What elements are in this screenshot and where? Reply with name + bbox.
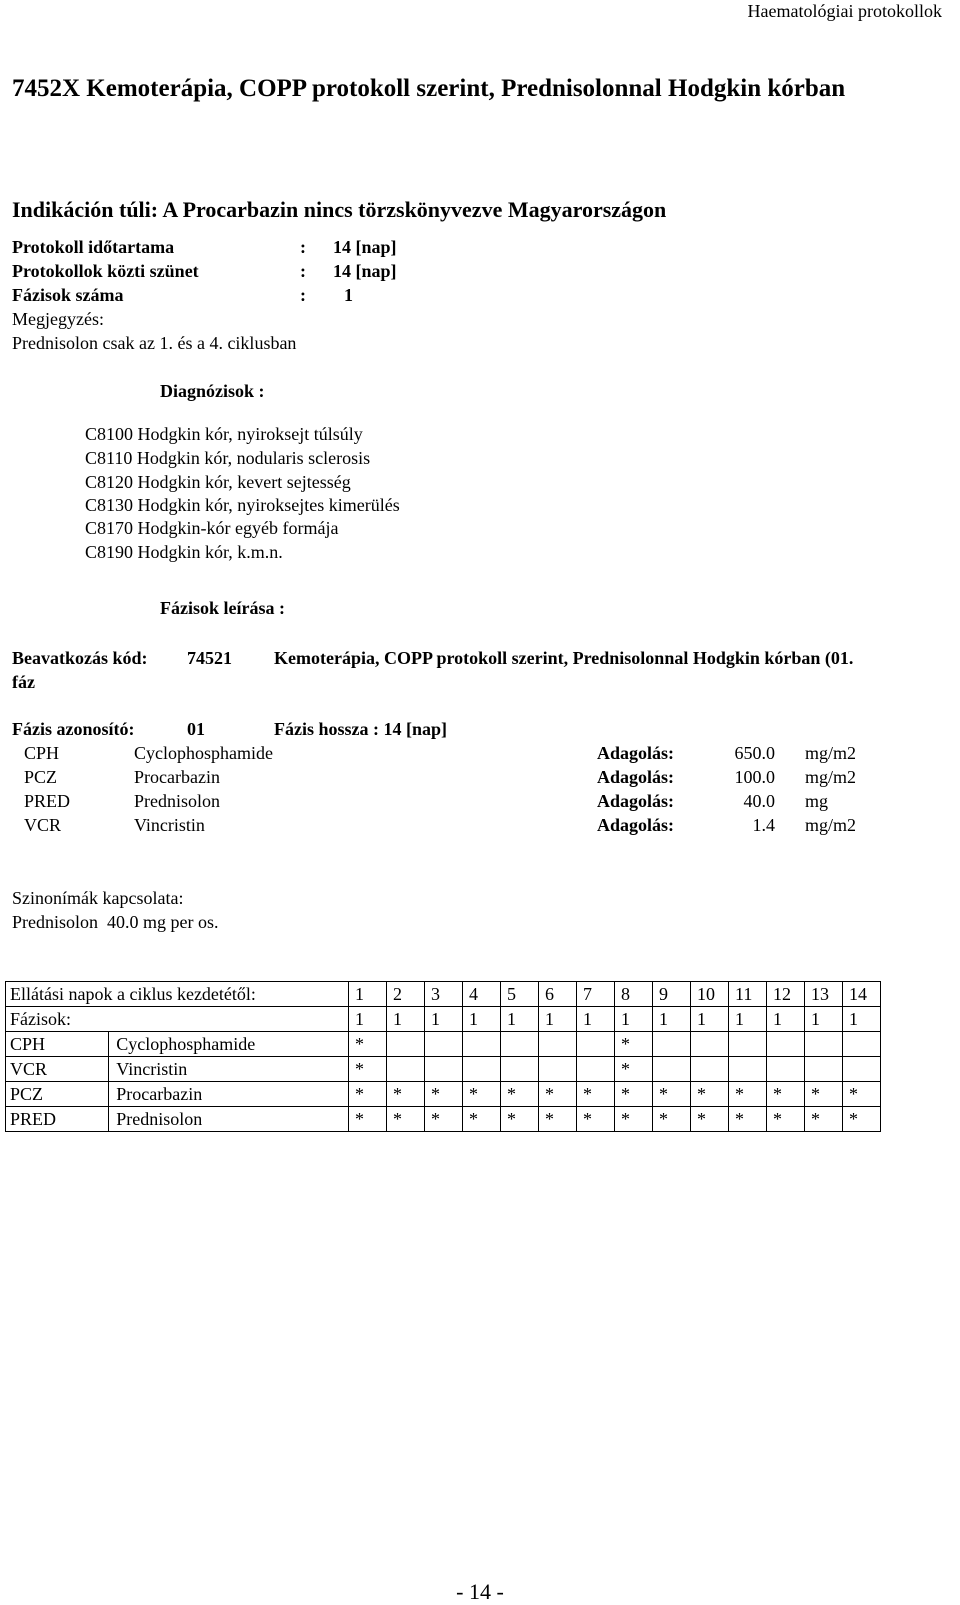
diagnosis-item: C8120 Hodgkin kór, kevert sejtesség bbox=[85, 472, 351, 492]
schedule-phase-cell: 1 bbox=[577, 1007, 615, 1032]
diagnosis-item: C8170 Hodgkin-kór egyéb formája bbox=[85, 518, 339, 538]
page-number: - 14 - bbox=[456, 1579, 504, 1604]
schedule-mark-cell: * bbox=[577, 1082, 615, 1107]
schedule-phase-cell: 1 bbox=[691, 1007, 729, 1032]
drug-unit: mg/m2 bbox=[805, 743, 857, 763]
schedule-mark-cell: * bbox=[539, 1082, 577, 1107]
meta-sep-pause: : bbox=[300, 261, 306, 281]
meta-sep-duration: : bbox=[300, 237, 306, 257]
schedule-day-cell: 6 bbox=[539, 982, 577, 1007]
schedule-mark-cell: * bbox=[805, 1107, 843, 1132]
schedule-day-cell: 4 bbox=[463, 982, 501, 1007]
schedule-mark-cell bbox=[843, 1032, 881, 1057]
drug-unit: mg/m2 bbox=[805, 815, 857, 835]
schedule-drug-name: Vincristin bbox=[109, 1057, 349, 1082]
schedule-mark-cell: * bbox=[691, 1082, 729, 1107]
schedule-drug-code: VCR bbox=[6, 1057, 109, 1082]
schedule-mark-cell bbox=[501, 1057, 539, 1082]
schedule-phase-cell: 1 bbox=[463, 1007, 501, 1032]
schedule-mark-cell bbox=[653, 1032, 691, 1057]
schedule-drug-row bbox=[6, 1107, 881, 1132]
schedule-day-cell: 5 bbox=[501, 982, 539, 1007]
schedule-day-cell: 1 bbox=[349, 982, 387, 1007]
schedule-mark-cell bbox=[805, 1032, 843, 1057]
schedule-day-cell: 11 bbox=[729, 982, 767, 1007]
phase-id-value: 01 bbox=[187, 719, 205, 739]
schedule-phase-cell: 1 bbox=[653, 1007, 691, 1032]
schedule-mark-cell bbox=[691, 1057, 729, 1082]
schedule-drug-row bbox=[6, 1032, 881, 1057]
schedule-mark-cell: * bbox=[767, 1107, 805, 1132]
schedule-phase-cell: 1 bbox=[729, 1007, 767, 1032]
schedule-mark-cell: * bbox=[539, 1107, 577, 1132]
schedule-day-cell: 13 bbox=[805, 982, 843, 1007]
schedule-mark-cell bbox=[577, 1057, 615, 1082]
schedule-day-cell: 2 bbox=[387, 982, 425, 1007]
schedule-mark-cell bbox=[653, 1057, 691, 1082]
drug-unit: mg/m2 bbox=[805, 767, 857, 787]
drug-code: PRED bbox=[24, 791, 71, 811]
schedule-day-cell: 10 bbox=[691, 982, 729, 1007]
drug-unit: mg bbox=[805, 791, 829, 811]
intervention-continuation: fáz bbox=[12, 672, 35, 692]
meta-label-duration: Protokoll időtartama bbox=[12, 237, 175, 257]
schedule-mark-cell: * bbox=[501, 1082, 539, 1107]
synonyms-label: Szinonímák kapcsolata: bbox=[12, 888, 184, 908]
schedule-day-cell: 14 bbox=[843, 982, 881, 1007]
drug-dose: 40.0 bbox=[743, 791, 775, 811]
phase-length: Fázis hossza : 14 [nap] bbox=[274, 719, 448, 739]
phases-heading: Fázisok leírása : bbox=[160, 598, 285, 618]
schedule-drug-code: PCZ bbox=[6, 1082, 109, 1107]
schedule-mark-cell: * bbox=[501, 1107, 539, 1132]
schedule-phases-label: Fázisok: bbox=[6, 1007, 349, 1032]
schedule-mark-cell: * bbox=[463, 1082, 501, 1107]
schedule-mark-cell: * bbox=[805, 1082, 843, 1107]
schedule-mark-cell bbox=[501, 1032, 539, 1057]
schedule-mark-cell: * bbox=[577, 1107, 615, 1132]
diagnoses-heading: Diagnózisok : bbox=[160, 381, 265, 401]
schedule-phase-cell: 1 bbox=[425, 1007, 463, 1032]
meta-value-duration: 14 [nap] bbox=[333, 237, 397, 257]
schedule-mark-cell bbox=[463, 1032, 501, 1057]
intervention-label: Beavatkozás kód: bbox=[12, 648, 148, 668]
schedule-mark-cell bbox=[463, 1057, 501, 1082]
schedule-mark-cell bbox=[387, 1057, 425, 1082]
schedule-drug-name: Procarbazin bbox=[109, 1082, 349, 1107]
schedule-mark-cell bbox=[843, 1057, 881, 1082]
drug-dose-label: Adagolás: bbox=[597, 767, 675, 787]
schedule-mark-cell: * bbox=[387, 1082, 425, 1107]
schedule-drug-code: CPH bbox=[6, 1032, 109, 1057]
schedule-mark-cell: * bbox=[349, 1107, 387, 1132]
schedule-mark-cell: * bbox=[425, 1082, 463, 1107]
diagnosis-item: C8130 Hodgkin kór, nyiroksejtes kimerülés bbox=[85, 495, 400, 515]
phase-id-label: Fázis azonosító: bbox=[12, 719, 135, 739]
schedule-phase-cell: 1 bbox=[501, 1007, 539, 1032]
drug-name: Vincristin bbox=[134, 815, 205, 835]
meta-value-phases: 1 bbox=[344, 285, 353, 305]
schedule-mark-cell: * bbox=[615, 1032, 653, 1057]
document-title: 7452X Kemoterápia, COPP protokoll szerint, Prednisolonnal Hodgkin kórban bbox=[12, 75, 846, 102]
schedule-day-cell: 9 bbox=[653, 982, 691, 1007]
schedule-phase-cell: 1 bbox=[843, 1007, 881, 1032]
schedule-mark-cell: * bbox=[843, 1107, 881, 1132]
schedule-mark-cell: * bbox=[463, 1107, 501, 1132]
schedule-mark-cell: * bbox=[653, 1107, 691, 1132]
schedule-phase-cell: 1 bbox=[767, 1007, 805, 1032]
schedule-mark-cell bbox=[805, 1057, 843, 1082]
diagnosis-item: C8110 Hodgkin kór, nodularis sclerosis bbox=[85, 448, 371, 468]
schedule-phase-cell: 1 bbox=[387, 1007, 425, 1032]
intervention-code: 74521 bbox=[187, 648, 232, 668]
drug-dose: 1.4 bbox=[752, 815, 775, 835]
schedule-mark-cell: * bbox=[691, 1107, 729, 1132]
drug-name: Procarbazin bbox=[134, 767, 220, 787]
schedule-day-cell: 8 bbox=[615, 982, 653, 1007]
schedule-day-cell: 7 bbox=[577, 982, 615, 1007]
schedule-drug-code: PRED bbox=[6, 1107, 109, 1132]
drug-code: PCZ bbox=[24, 767, 58, 787]
schedule-mark-cell bbox=[729, 1057, 767, 1082]
schedule-mark-cell: * bbox=[349, 1057, 387, 1082]
diagnosis-item: C8100 Hodgkin kór, nyiroksejt túlsúly bbox=[85, 424, 363, 444]
drug-dose: 650.0 bbox=[734, 743, 775, 763]
drug-dose-label: Adagolás: bbox=[597, 815, 675, 835]
schedule-mark-cell bbox=[425, 1032, 463, 1057]
schedule-days-label: Ellátási napok a ciklus kezdetétől: bbox=[6, 982, 349, 1007]
schedule-drug-row bbox=[6, 1057, 881, 1082]
schedule-days-row bbox=[6, 982, 881, 1007]
schedule-mark-cell: * bbox=[425, 1107, 463, 1132]
drug-dose-label: Adagolás: bbox=[597, 791, 675, 811]
drug-name: Cyclophosphamide bbox=[134, 743, 273, 763]
schedule-mark-cell: * bbox=[349, 1082, 387, 1107]
meta-label-pause: Protokollok közti szünet bbox=[12, 261, 199, 281]
schedule-phase-cell: 1 bbox=[805, 1007, 843, 1032]
schedule-mark-cell: * bbox=[767, 1082, 805, 1107]
schedule-mark-cell: * bbox=[349, 1032, 387, 1057]
schedule-mark-cell bbox=[425, 1057, 463, 1082]
intervention-description: Kemoterápia, COPP protokoll szerint, Prednisolonnal Hodgkin kórban (01. bbox=[274, 648, 854, 668]
schedule-mark-cell: * bbox=[387, 1107, 425, 1132]
drug-dose-label: Adagolás: bbox=[597, 743, 675, 763]
meta-label-phases: Fázisok száma bbox=[12, 285, 124, 305]
drug-code: CPH bbox=[24, 743, 60, 763]
schedule-mark-cell: * bbox=[615, 1082, 653, 1107]
schedule-mark-cell bbox=[767, 1057, 805, 1082]
schedule-drug-row bbox=[6, 1082, 881, 1107]
schedule-drug-name: Cyclophosphamide bbox=[109, 1032, 349, 1057]
schedule-mark-cell bbox=[767, 1032, 805, 1057]
schedule-mark-cell bbox=[539, 1057, 577, 1082]
schedule-table bbox=[5, 981, 881, 1132]
schedule-mark-cell: * bbox=[615, 1057, 653, 1082]
schedule-phase-cell: 1 bbox=[349, 1007, 387, 1032]
schedule-mark-cell bbox=[729, 1032, 767, 1057]
synonyms-text: Prednisolon 40.0 mg per os. bbox=[12, 912, 219, 932]
schedule-phase-cell: 1 bbox=[615, 1007, 653, 1032]
drug-name: Prednisolon bbox=[134, 791, 221, 811]
schedule-mark-cell: * bbox=[729, 1107, 767, 1132]
schedule-phases-row bbox=[6, 1007, 881, 1032]
indication-note: Indikáción túli: A Procarbazin nincs törzskönyvezve Magyarországon bbox=[12, 197, 667, 222]
diagnosis-item: C8190 Hodgkin kór, k.m.n. bbox=[85, 542, 283, 562]
schedule-drug-name: Prednisolon bbox=[109, 1107, 349, 1132]
schedule-mark-cell: * bbox=[843, 1082, 881, 1107]
schedule-mark-cell: * bbox=[653, 1082, 691, 1107]
drug-code: VCR bbox=[24, 815, 62, 835]
schedule-mark-cell bbox=[387, 1032, 425, 1057]
note-label: Megjegyzés: bbox=[12, 309, 104, 329]
schedule-day-cell: 12 bbox=[767, 982, 805, 1007]
schedule-mark-cell bbox=[539, 1032, 577, 1057]
schedule-mark-cell: * bbox=[615, 1107, 653, 1132]
meta-sep-phases: : bbox=[300, 285, 306, 305]
page-header: Haematológiai protokollok bbox=[747, 1, 942, 21]
schedule-mark-cell: * bbox=[729, 1082, 767, 1107]
schedule-mark-cell bbox=[691, 1032, 729, 1057]
note-text: Prednisolon csak az 1. és a 4. ciklusban bbox=[12, 333, 297, 353]
schedule-day-cell: 3 bbox=[425, 982, 463, 1007]
schedule-phase-cell: 1 bbox=[539, 1007, 577, 1032]
schedule-mark-cell bbox=[577, 1032, 615, 1057]
meta-value-pause: 14 [nap] bbox=[333, 261, 397, 281]
drug-dose: 100.0 bbox=[734, 767, 775, 787]
